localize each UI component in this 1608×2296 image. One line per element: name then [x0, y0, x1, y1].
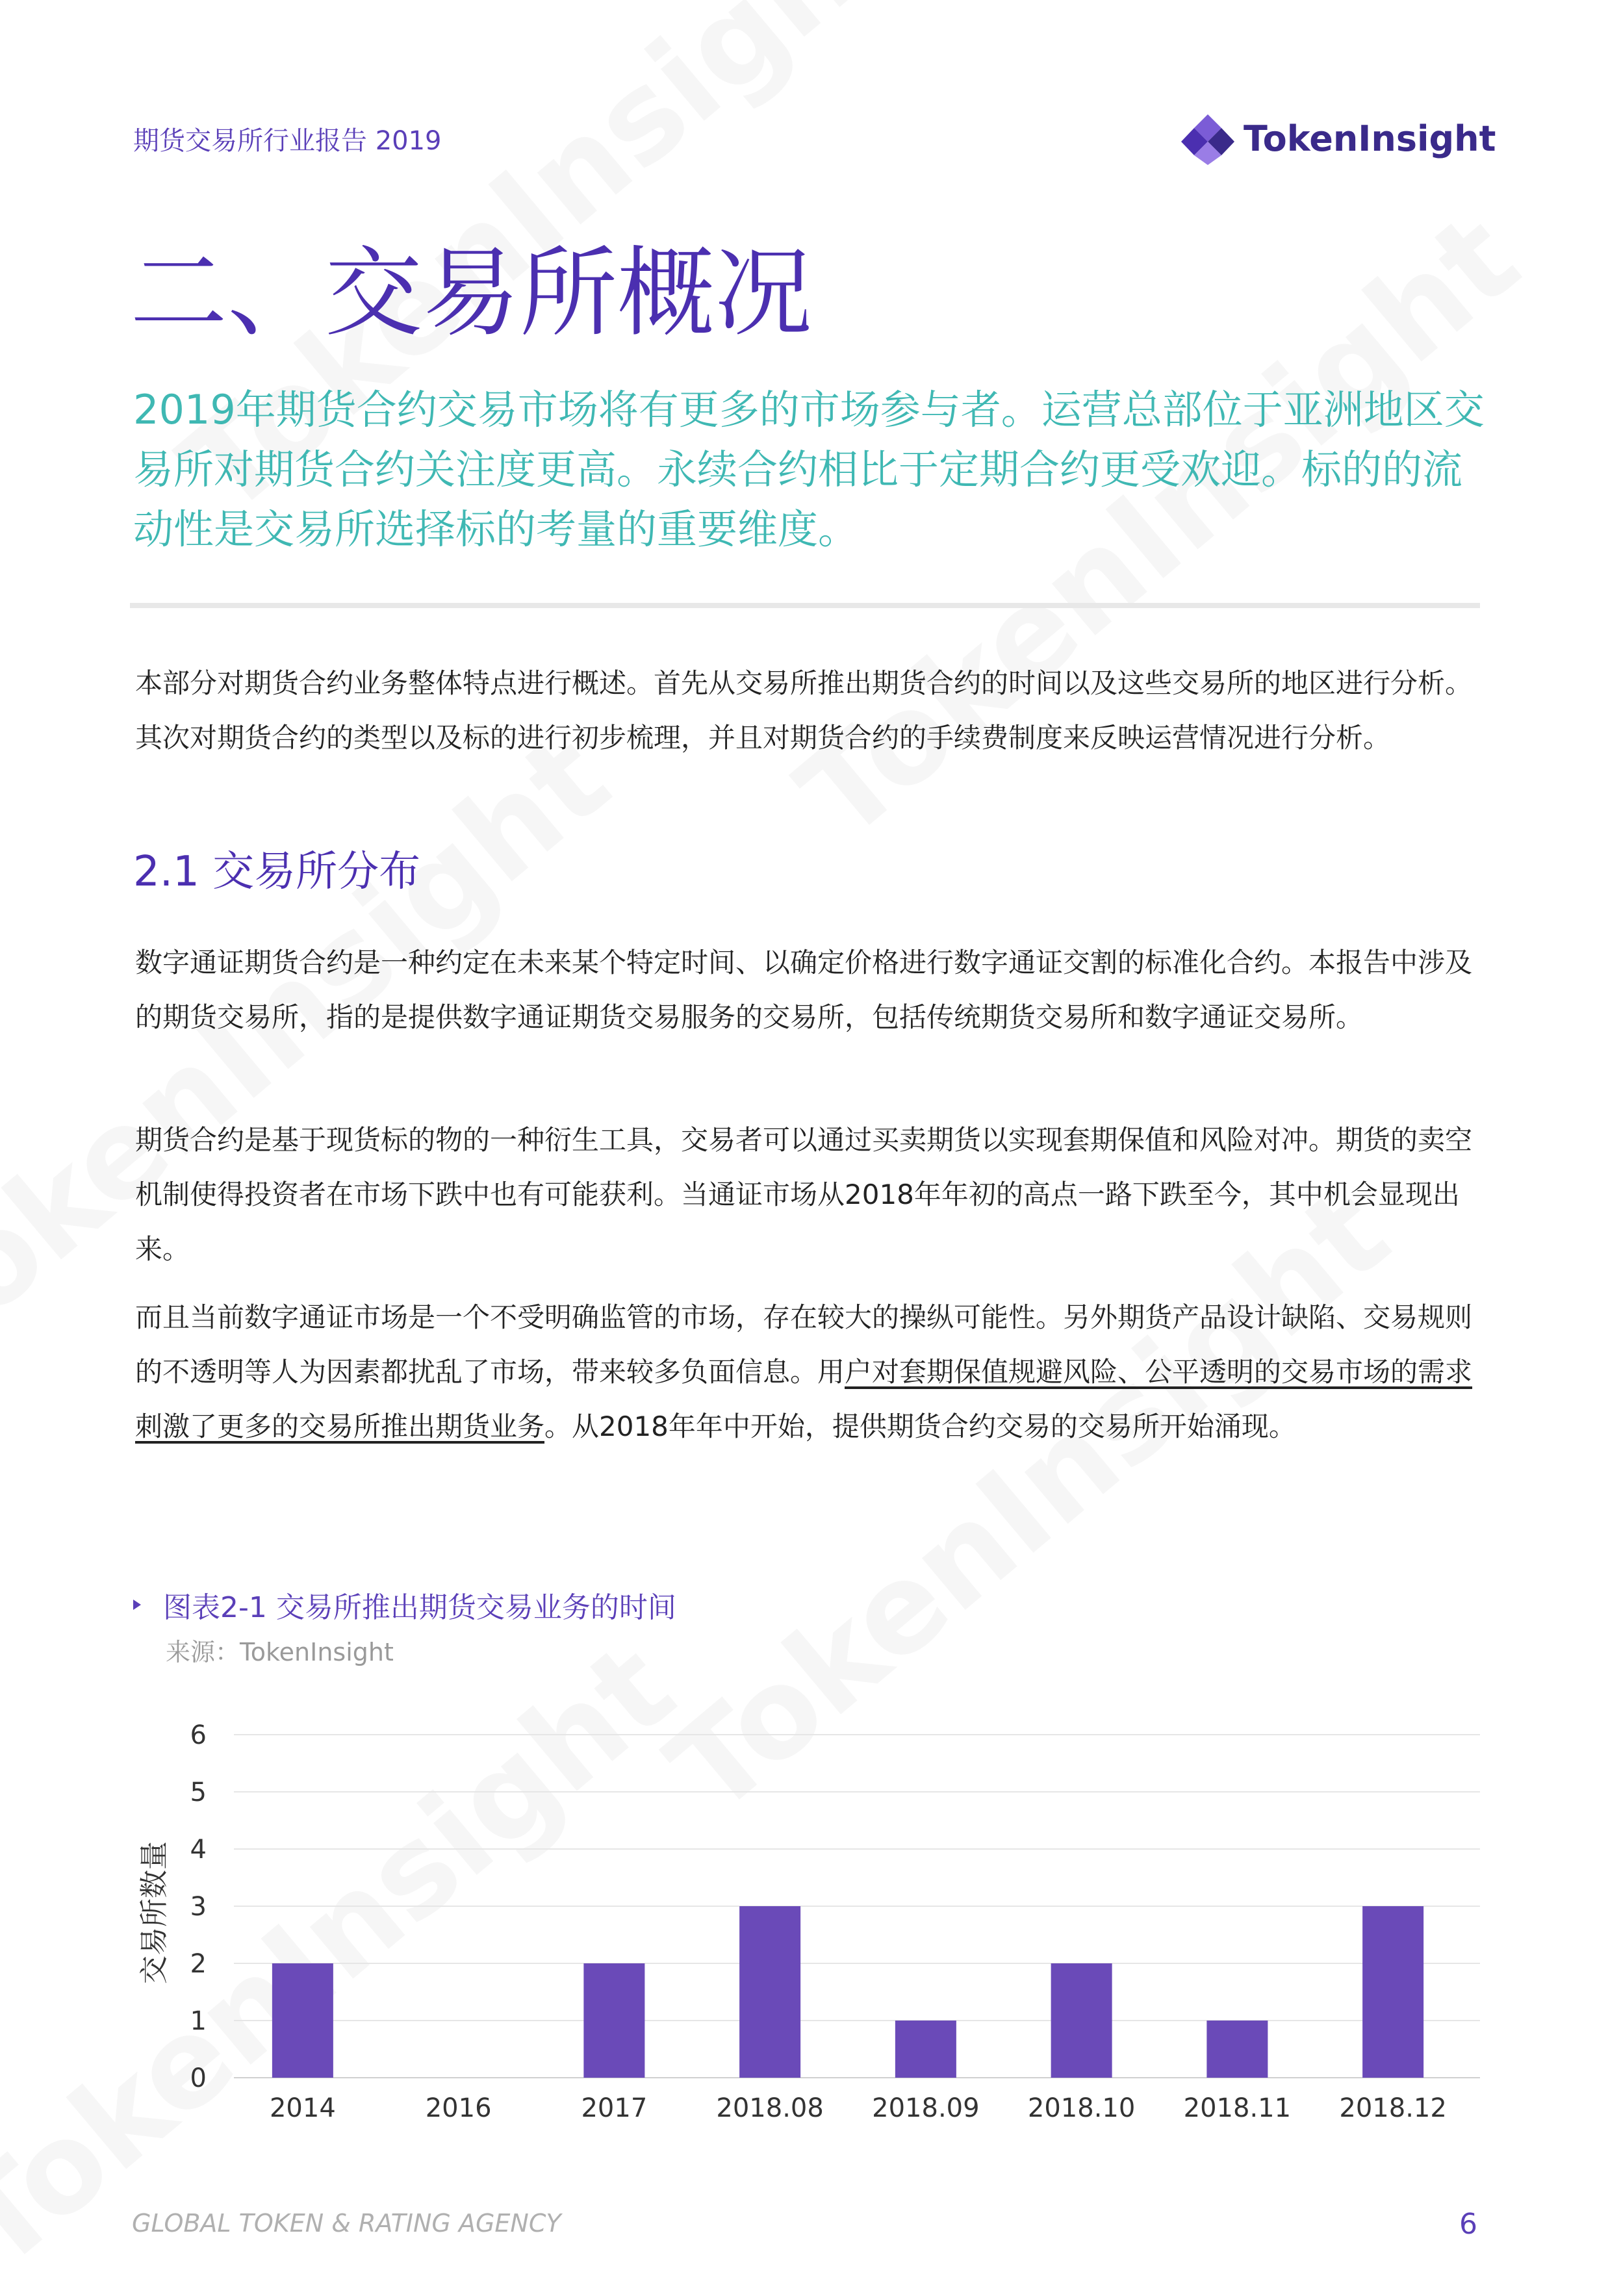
y-tick-label: 1	[190, 2006, 207, 2036]
y-tick-label: 2	[190, 1949, 207, 1979]
x-tick-label: 2017	[581, 2093, 648, 2123]
x-tick-label: 2018.12	[1339, 2093, 1447, 2123]
bar	[895, 2021, 956, 2078]
report-title: 期货交易所行业报告 2019	[133, 126, 442, 156]
x-tick-label: 2016	[425, 2093, 492, 2123]
bar	[1206, 2021, 1268, 2078]
divider	[130, 603, 1480, 608]
triangle-bullet-icon	[133, 1600, 141, 1610]
section-lead: 2019年期货合约交易市场将有更多的市场参与者。运营总部位于亚洲地区交易所对期货合约关注度更高。永续合约相比于定期合约更受欢迎。标的的流动性是交易所选择标的考量的重要维度。	[133, 386, 1485, 553]
y-tick-label: 0	[190, 2063, 207, 2093]
bar	[739, 1906, 800, 2078]
y-axis-label: 交易所数量	[138, 1841, 171, 1984]
bar	[272, 1963, 333, 2078]
intro-paragraph: 本部分对期货合约业务整体特点进行概述。首先从交易所推出期货合约的时间以及这些交易所的地区进行分析。其次对期货合约的类型以及标的进行初步梳理，并且对期货合约的手续费制度来反映运营情况进行分析。	[135, 667, 1473, 754]
paragraph-3-part-b: 。从2018年年中开始，提供期货合约交易的交易所开始涌现。	[544, 1410, 1296, 1442]
brand-logo	[1181, 109, 1496, 168]
bar	[583, 1963, 644, 2078]
figure-title	[133, 1584, 676, 1626]
paragraph-1: 数字通证期货合约是一种约定在未来某个特定时间、以确定价格进行数字通证交割的标准化合约。本报告中涉及的期货交易所，指的是提供数字通证期货交易服务的交易所，包括传统期货交易所和数字通证交易所。	[135, 947, 1473, 1033]
bar	[1362, 1906, 1423, 2078]
page-number: 6	[1459, 2208, 1477, 2241]
paragraph-3-underlined: 户对套期保值规避风险、公平透明的交易市场的需求刺激了更多的交易所推出期货业务	[135, 1356, 1473, 1442]
paragraph-3	[135, 1290, 1480, 1454]
y-tick-label: 3	[190, 1892, 207, 1922]
section-title: 二、交易所概况	[130, 237, 813, 350]
bar-chart-svg	[130, 1689, 1481, 2137]
logo-mark-icon	[1181, 112, 1234, 165]
y-tick-label: 5	[190, 1778, 207, 1807]
bar-chart	[130, 1689, 1481, 2140]
x-tick-label: 2018.10	[1027, 2093, 1136, 2123]
y-tick-label: 4	[190, 1835, 207, 1865]
paragraph-3-part-a: 而且当前数字通证市场是一个不受明确监管的市场，存在较大的操纵可能性。另外期货产品设计缺陷、交易规则的不透明等人为因素都扰乱了市场，带来较多负面信息。用	[135, 1301, 1473, 1388]
y-tick-label: 6	[190, 1720, 207, 1750]
x-tick-label: 2018.11	[1183, 2093, 1292, 2123]
footer-agency: GLOBAL TOKEN & RATING AGENCY	[132, 2209, 561, 2238]
x-tick-label: 2014	[269, 2093, 336, 2123]
watermark-logo	[0, 706, 635, 1387]
bar	[1051, 1963, 1112, 2078]
x-tick-label: 2018.08	[716, 2093, 824, 2123]
x-tick-label: 2018.09	[872, 2093, 980, 2123]
figure-title-text: 图表2-1 交易所推出期货交易业务的时间	[163, 1591, 676, 1624]
logo-text: TokenInsight	[1244, 118, 1496, 159]
subsection-title: 2.1 交易所分布	[133, 848, 421, 896]
figure-source: 来源：TokenInsight	[166, 1638, 394, 1666]
paragraph-2: 期货合约是基于现货标的物的一种衍生工具，交易者可以通过买卖期货以实现套期保值和风险对冲。期货的卖空机制使得投资者在市场下跌中也有可能获利。当通证市场从2018年年初的高点一路下跌至今，其中机会显现出来。	[135, 1124, 1473, 1265]
